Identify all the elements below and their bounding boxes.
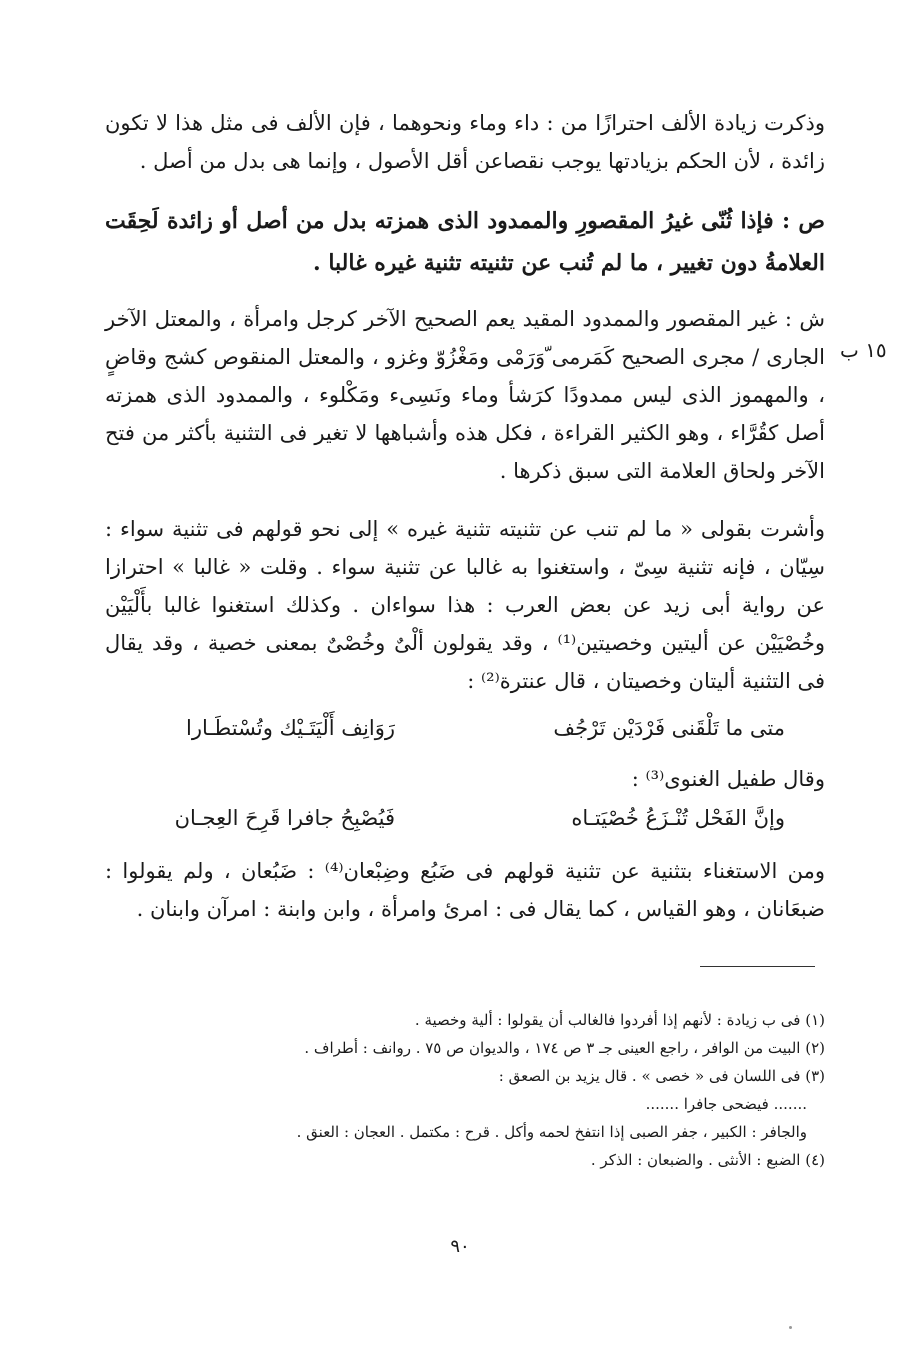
footnote-3: (٣) فى اللسان فى « خصى » . قال يزيد بن الصعق : xyxy=(498,1067,825,1085)
verse-first-hemistich: متى ما تَلْقَنى فَرْدَيْن تَرْجُف xyxy=(553,716,785,740)
footnote-2: (٢) البيت من الوافر ، راجع العينى جـ ٣ ص ١٧٤ ، والديوان ص ٧٥ . روانف : أطراف . xyxy=(304,1039,825,1057)
paragraph-text: وذكرت زيادة الألف احترازًا من : داء وماء ونحوهما ، فإن الألف فى مثل هذا لا تكون زائدة ، لأن الحكم بزيادتها يوجب نقصاعن أقل الأصول ، وإنما هى بدل من أصل . xyxy=(105,111,825,173)
text-statement xyxy=(105,200,825,284)
paragraph-text: ش : غير المقصور والممدود المقيد يعم الصحيح الآخر كرجل وامرأة ، والمعتل الآخر الجارى / مجرى الصحيح كَمَرمى ّوَرَمْى ومَغْزُوّ وغزو ، والمعتل المنقوص كشج وقاضٍ ، والمهموز الذى ليس ممدودًا كرَشأ وماء ونَسِىء ومَكْلوء ، والممدود الذى همزته أصل كقُرَّاء ، وهو الكثير القراءة ، فكل هذه وأشباهها لا تغير فى التثنية بأكثر من فتح الآخر ولحاق العلامة التى سبق ذكرها . xyxy=(105,307,825,483)
paragraph-text: ومن الاستغناء بتثنية عن تثنية قولهم فى ضَبُع وضِبْعان⁽⁴⁾ : ضَبُعان ، ولم يقولوا : ضبعَانان ، وهو القياس ، كما يقال فى : امرئ وامرأة ، وابن وابنة : امرآن وابنان . xyxy=(105,859,826,921)
footnote-3-gloss: والجافر : الكبير ، جفر الصبى إذا انتفخ لحمه وأكل . قرح : مكتمل . العجان : العنق . xyxy=(296,1123,807,1141)
paragraph-commentary xyxy=(105,300,825,490)
footnote-3-quote: ....... فيضحى جافرا ....... xyxy=(645,1095,807,1113)
paragraph-text: وأشرت بقولى « ما لم تنب عن تثنيته تثنية غيره » إلى نحو قولهم فى تثنية سواء : سِيّان ، فإنه تثنية سِىّ ، واستغنوا به غالبا عن تثنية سواء . وقلت « غالبا » احترازا عن رواية أبى زيد عن بعض العرب : هذا سواءان . وكذلك استغنوا غالبا بأَلْيَيْن وخُصْيَيْن عن أليتين وخصيتين⁽¹⁾ ، وقد يقولون ألْىٌ وخُصْىٌ بمعنى خصية ، وقد يقال فى التثنية أليتان وخصيتان ، قال عنترة⁽²⁾ : xyxy=(105,517,825,693)
footnotes xyxy=(230,1006,825,1174)
verse-second-hemistich: فَيُصْبِحُ جافرا قَرِحَ العِجـان xyxy=(174,806,395,830)
page-number: ٩٠ xyxy=(450,1236,470,1257)
verse-second-hemistich: رَوَانِف أَلْيَتَـيْك وتُسْتطَـارا xyxy=(186,716,395,740)
paragraph-text: وقال طفيل الغنوى⁽³⁾ : xyxy=(631,767,825,791)
manuscript-folio-marker: ١٥ ب xyxy=(840,338,887,362)
paragraph-dual-forms xyxy=(105,510,825,700)
verse-first-hemistich: وإنَّ الفَحْل تُنْـزَعُ خُصْيَتـاه xyxy=(571,806,785,830)
statement-text: ص : فإذا ثُنّى غيرُ المقصورِ والممدود الذى همزته بدل من أصل أو زائدة لَحِقَت العلامةُ دون تغيير ، ما لم تُنب عن تثنيته تثنية غيره غالبا . xyxy=(105,208,825,276)
poet-intro xyxy=(105,760,825,798)
scan-speck xyxy=(789,1326,792,1329)
paragraph-substitution xyxy=(105,852,825,928)
paragraph-intro xyxy=(105,104,825,180)
footnote-1: (١) فى ب زيادة : لأنهم إذا أفردوا فالغالب أن يقولوا : ألية وخصية . xyxy=(414,1011,825,1029)
footnote-separator xyxy=(700,966,815,967)
footnote-4: (٤) الضبع : الأنثى . والضبعان : الذكر . xyxy=(590,1151,825,1169)
